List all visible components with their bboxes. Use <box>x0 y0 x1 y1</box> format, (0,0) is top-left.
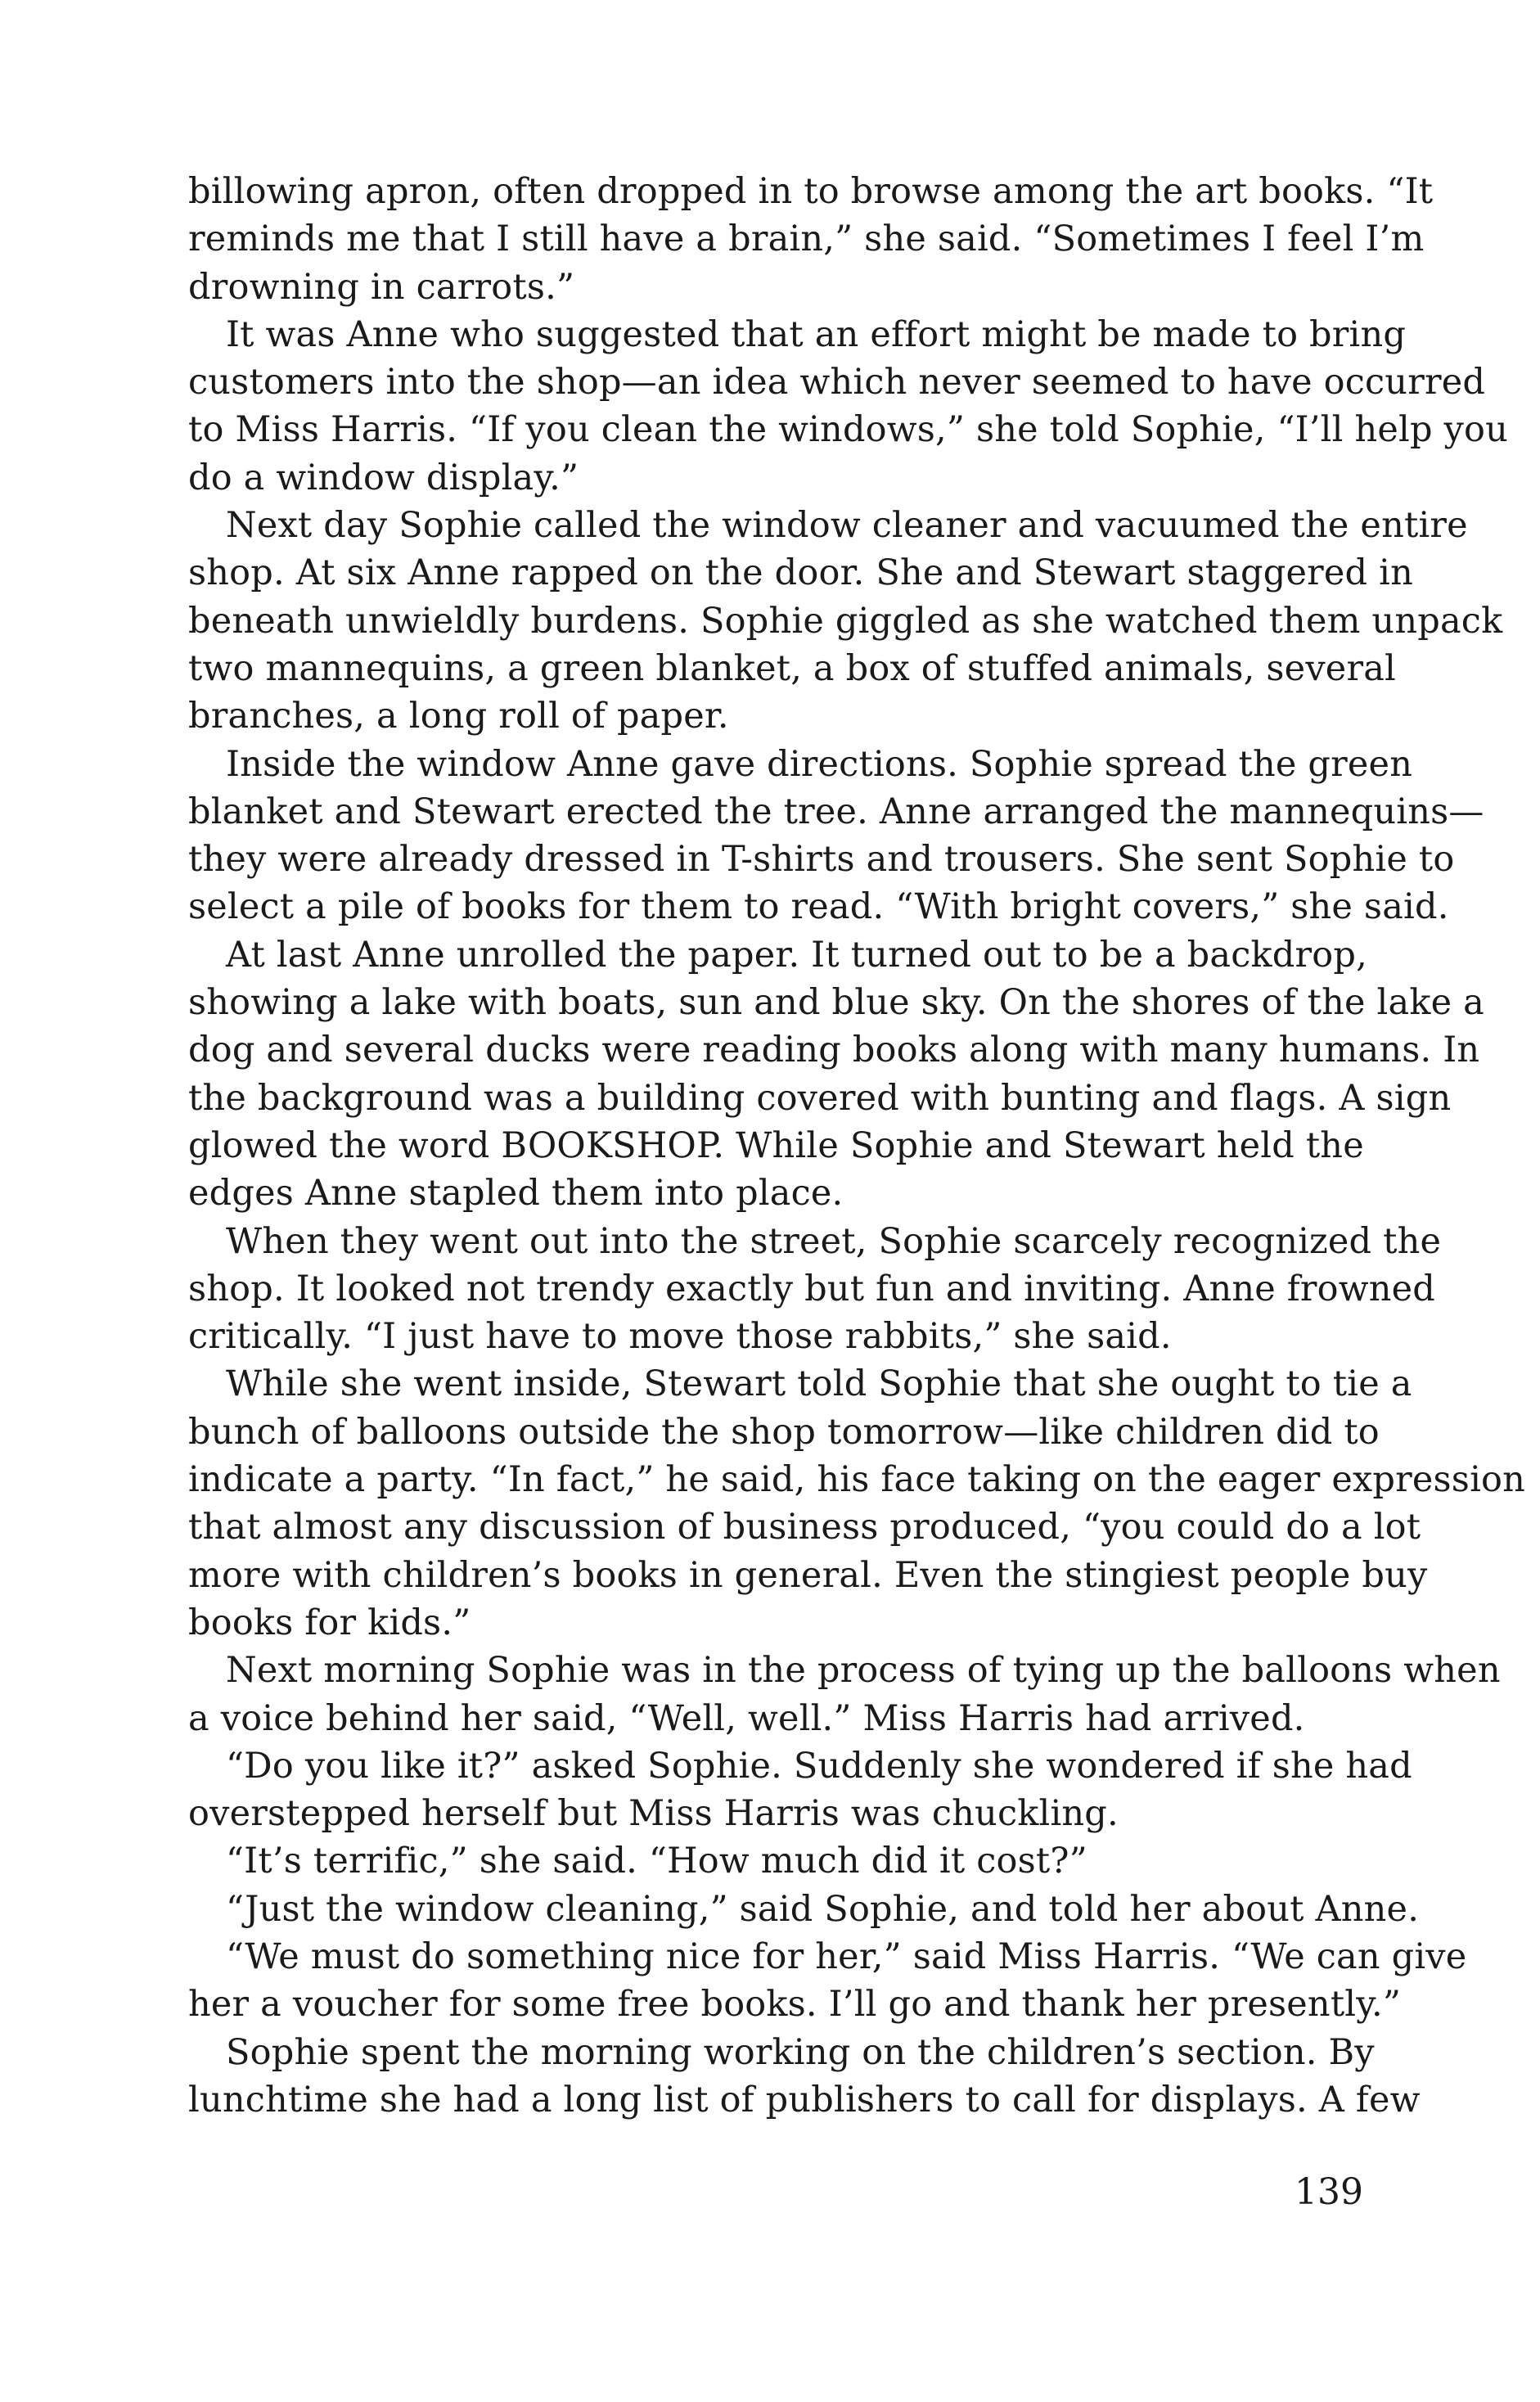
text-line: Inside the window Anne gave directions. Sophie spread the green <box>226 743 1413 785</box>
text-line: Next morning Sophie was in the process of tying up the balloons when <box>226 1650 1501 1692</box>
text-line: blanket and Stewart erected the tree. Anne arranged the mannequins— <box>188 791 1484 832</box>
text-line: indicate a party. “In fact,” he said, his face taking on the eager expression <box>188 1459 1526 1501</box>
text-line: glowed the word BOOKSHOP. While Sophie and Stewart held the <box>188 1124 1364 1166</box>
text-line: “Just the window cleaning,” said Sophie, and told her about Anne. <box>226 1888 1420 1930</box>
paragraph <box>188 1933 1467 2029</box>
text-line: they were already dressed in T-shirts and trousers. She sent Sophie to <box>188 839 1455 881</box>
paragraph <box>188 1360 1526 1647</box>
paragraph <box>188 741 1484 931</box>
text-line: critically. “I just have to move those rabbits,” she said. <box>188 1316 1172 1358</box>
text-line: At last Anne unrolled the paper. It turned out to be a backdrop, <box>226 934 1367 976</box>
text-line: shop. It looked not trendy exactly but fun and inviting. Anne frowned <box>188 1268 1436 1309</box>
paragraph <box>188 931 1484 1218</box>
text-line: bunch of balloons outside the shop tomorrow—like children did to <box>188 1411 1380 1453</box>
text-line: Sophie spent the morning working on the children’s section. By <box>226 2031 1375 2073</box>
page-number: 139 <box>1295 2171 1363 2213</box>
text-line: do a window display.” <box>188 457 579 498</box>
paragraph <box>188 2029 1421 2125</box>
text-line: that almost any discussion of business produced, “you could do a lot <box>188 1507 1421 1548</box>
paragraph <box>188 502 1503 740</box>
paragraph <box>188 1218 1442 1361</box>
paragraph <box>188 1647 1501 1742</box>
page-body-text <box>188 168 1526 2124</box>
text-line: billowing apron, often dropped in to browse among the art books. “It <box>188 171 1434 212</box>
text-line: dog and several ducks were reading books along with many humans. In <box>188 1030 1480 1071</box>
text-line: It was Anne who suggested that an effort might be made to bring <box>226 313 1407 355</box>
text-line: reminds me that I still have a brain,” she said. “Sometimes I feel I’m <box>188 219 1425 260</box>
text-line: lunchtime she had a long list of publishers to call for displays. A few <box>188 2079 1421 2120</box>
text-line: “We must do something nice for her,” said Miss Harris. “We can give <box>226 1936 1467 1977</box>
paragraph <box>188 1742 1412 1838</box>
paragraph <box>188 1837 1363 1885</box>
text-line: select a pile of books for them to read. “With bright covers,” she said. <box>188 886 1449 928</box>
text-line: “Do you like it?” asked Sophie. Suddenly she wondered if she had <box>226 1745 1412 1787</box>
text-line: a voice behind her said, “Well, well.” Miss Harris had arrived. <box>188 1697 1305 1739</box>
text-line: to Miss Harris. “If you clean the windows,” she told Sophie, “I’ll help you <box>188 409 1509 451</box>
text-line: overstepped herself but Miss Harris was chuckling. <box>188 1793 1119 1835</box>
text-line: drowning in carrots.” <box>188 266 575 308</box>
paragraph <box>188 168 1434 311</box>
text-line: Next day Sophie called the window cleaner and vacuumed the entire <box>226 505 1468 547</box>
text-line: While she went inside, Stewart told Sophie that she ought to tie a <box>226 1363 1412 1405</box>
text-line: more with children’s books in general. Even the stingiest people buy <box>188 1554 1428 1596</box>
paragraph <box>188 1886 1420 1933</box>
text-line: two mannequins, a green blanket, a box of stuffed animals, several <box>188 647 1396 689</box>
text-line: edges Anne stapled them into place. <box>188 1173 844 1215</box>
text-line: shop. At six Anne rapped on the door. She and Stewart staggered in <box>188 552 1413 594</box>
text-line: When they went out into the street, Sophie scarcely recognized the <box>226 1220 1442 1262</box>
paragraph <box>188 311 1509 502</box>
text-line: customers into the shop—an idea which never seemed to have occurred <box>188 362 1486 403</box>
text-line: her a voucher for some free books. I’ll go and thank her presently.” <box>188 1984 1402 2026</box>
text-line: “It’s terrific,” she said. “How much did it cost?” <box>226 1841 1087 1882</box>
text-line: books for kids.” <box>188 1602 471 1643</box>
text-line: showing a lake with boats, sun and blue sky. On the shores of the lake a <box>188 982 1484 1024</box>
text-line: beneath unwieldly burdens. Sophie giggled as she watched them unpack <box>188 600 1503 642</box>
text-line: branches, a long roll of paper. <box>188 696 729 737</box>
text-line: the background was a building covered with bunting and flags. A sign <box>188 1077 1452 1119</box>
